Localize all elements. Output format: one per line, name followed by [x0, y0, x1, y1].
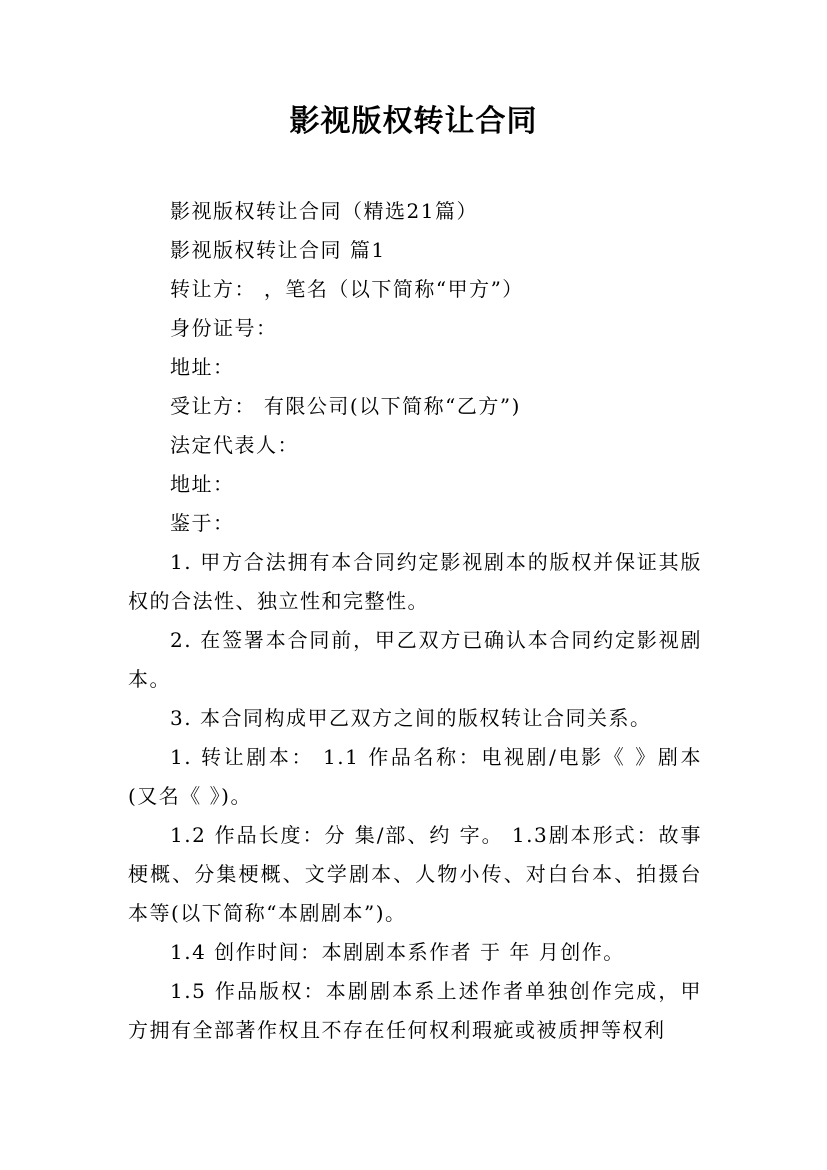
clause-1-5-paragraph: 1.5 作品版权：本剧剧本系上述作者单独创作完成，甲方拥有全部著作权且不存在任何权利瑕疵或被质押等权利 — [128, 979, 702, 1042]
transferee-line: 受让方： 有限公司(以下简称“乙方”) — [170, 394, 521, 418]
transferee-address-line: 地址： — [170, 472, 235, 496]
id-number-line: 身份证号： — [170, 316, 278, 340]
transferor-address-line: 地址： — [170, 355, 235, 379]
document-body — [128, 192, 702, 1050]
legal-representative-line: 法定代表人： — [170, 433, 299, 457]
transferor-line: 转让方： ，笔名（以下简称“甲方”） — [170, 277, 524, 301]
section-heading: 影视版权转让合同 篇1 — [170, 238, 386, 262]
recital-paragraph-2: 2. 在签署本合同前，甲乙双方已确认本合同约定影视剧本。 — [128, 628, 702, 691]
whereas-line: 鉴于： — [170, 511, 235, 535]
clause-1-paragraph: 1. 转让剧本： 1.1 作品名称：电视剧/电影《 》剧本(又名《 》)。 — [128, 745, 702, 808]
recital-paragraph-1: 1. 甲方合法拥有本合同约定影视剧本的版权并保证其版权的合法性、独立性和完整性。 — [128, 550, 702, 613]
recital-paragraph-3: 3. 本合同构成甲乙双方之间的版权转让合同关系。 — [170, 706, 652, 730]
clause-1-2-paragraph: 1.2 作品长度：分 集/部、约 字。 1.3剧本形式：故事梗概、分集梗概、文学剧本、人物小传、对白台本、拍摄台本等(以下简称“本剧剧本”)。 — [128, 823, 702, 925]
document-title: 影视版权转让合同 — [289, 104, 538, 139]
subtitle-line: 影视版权转让合同（精选21篇） — [170, 199, 478, 223]
clause-1-4-paragraph: 1.4 创作时间：本剧剧本系作者 于 年 月创作。 — [170, 940, 625, 964]
